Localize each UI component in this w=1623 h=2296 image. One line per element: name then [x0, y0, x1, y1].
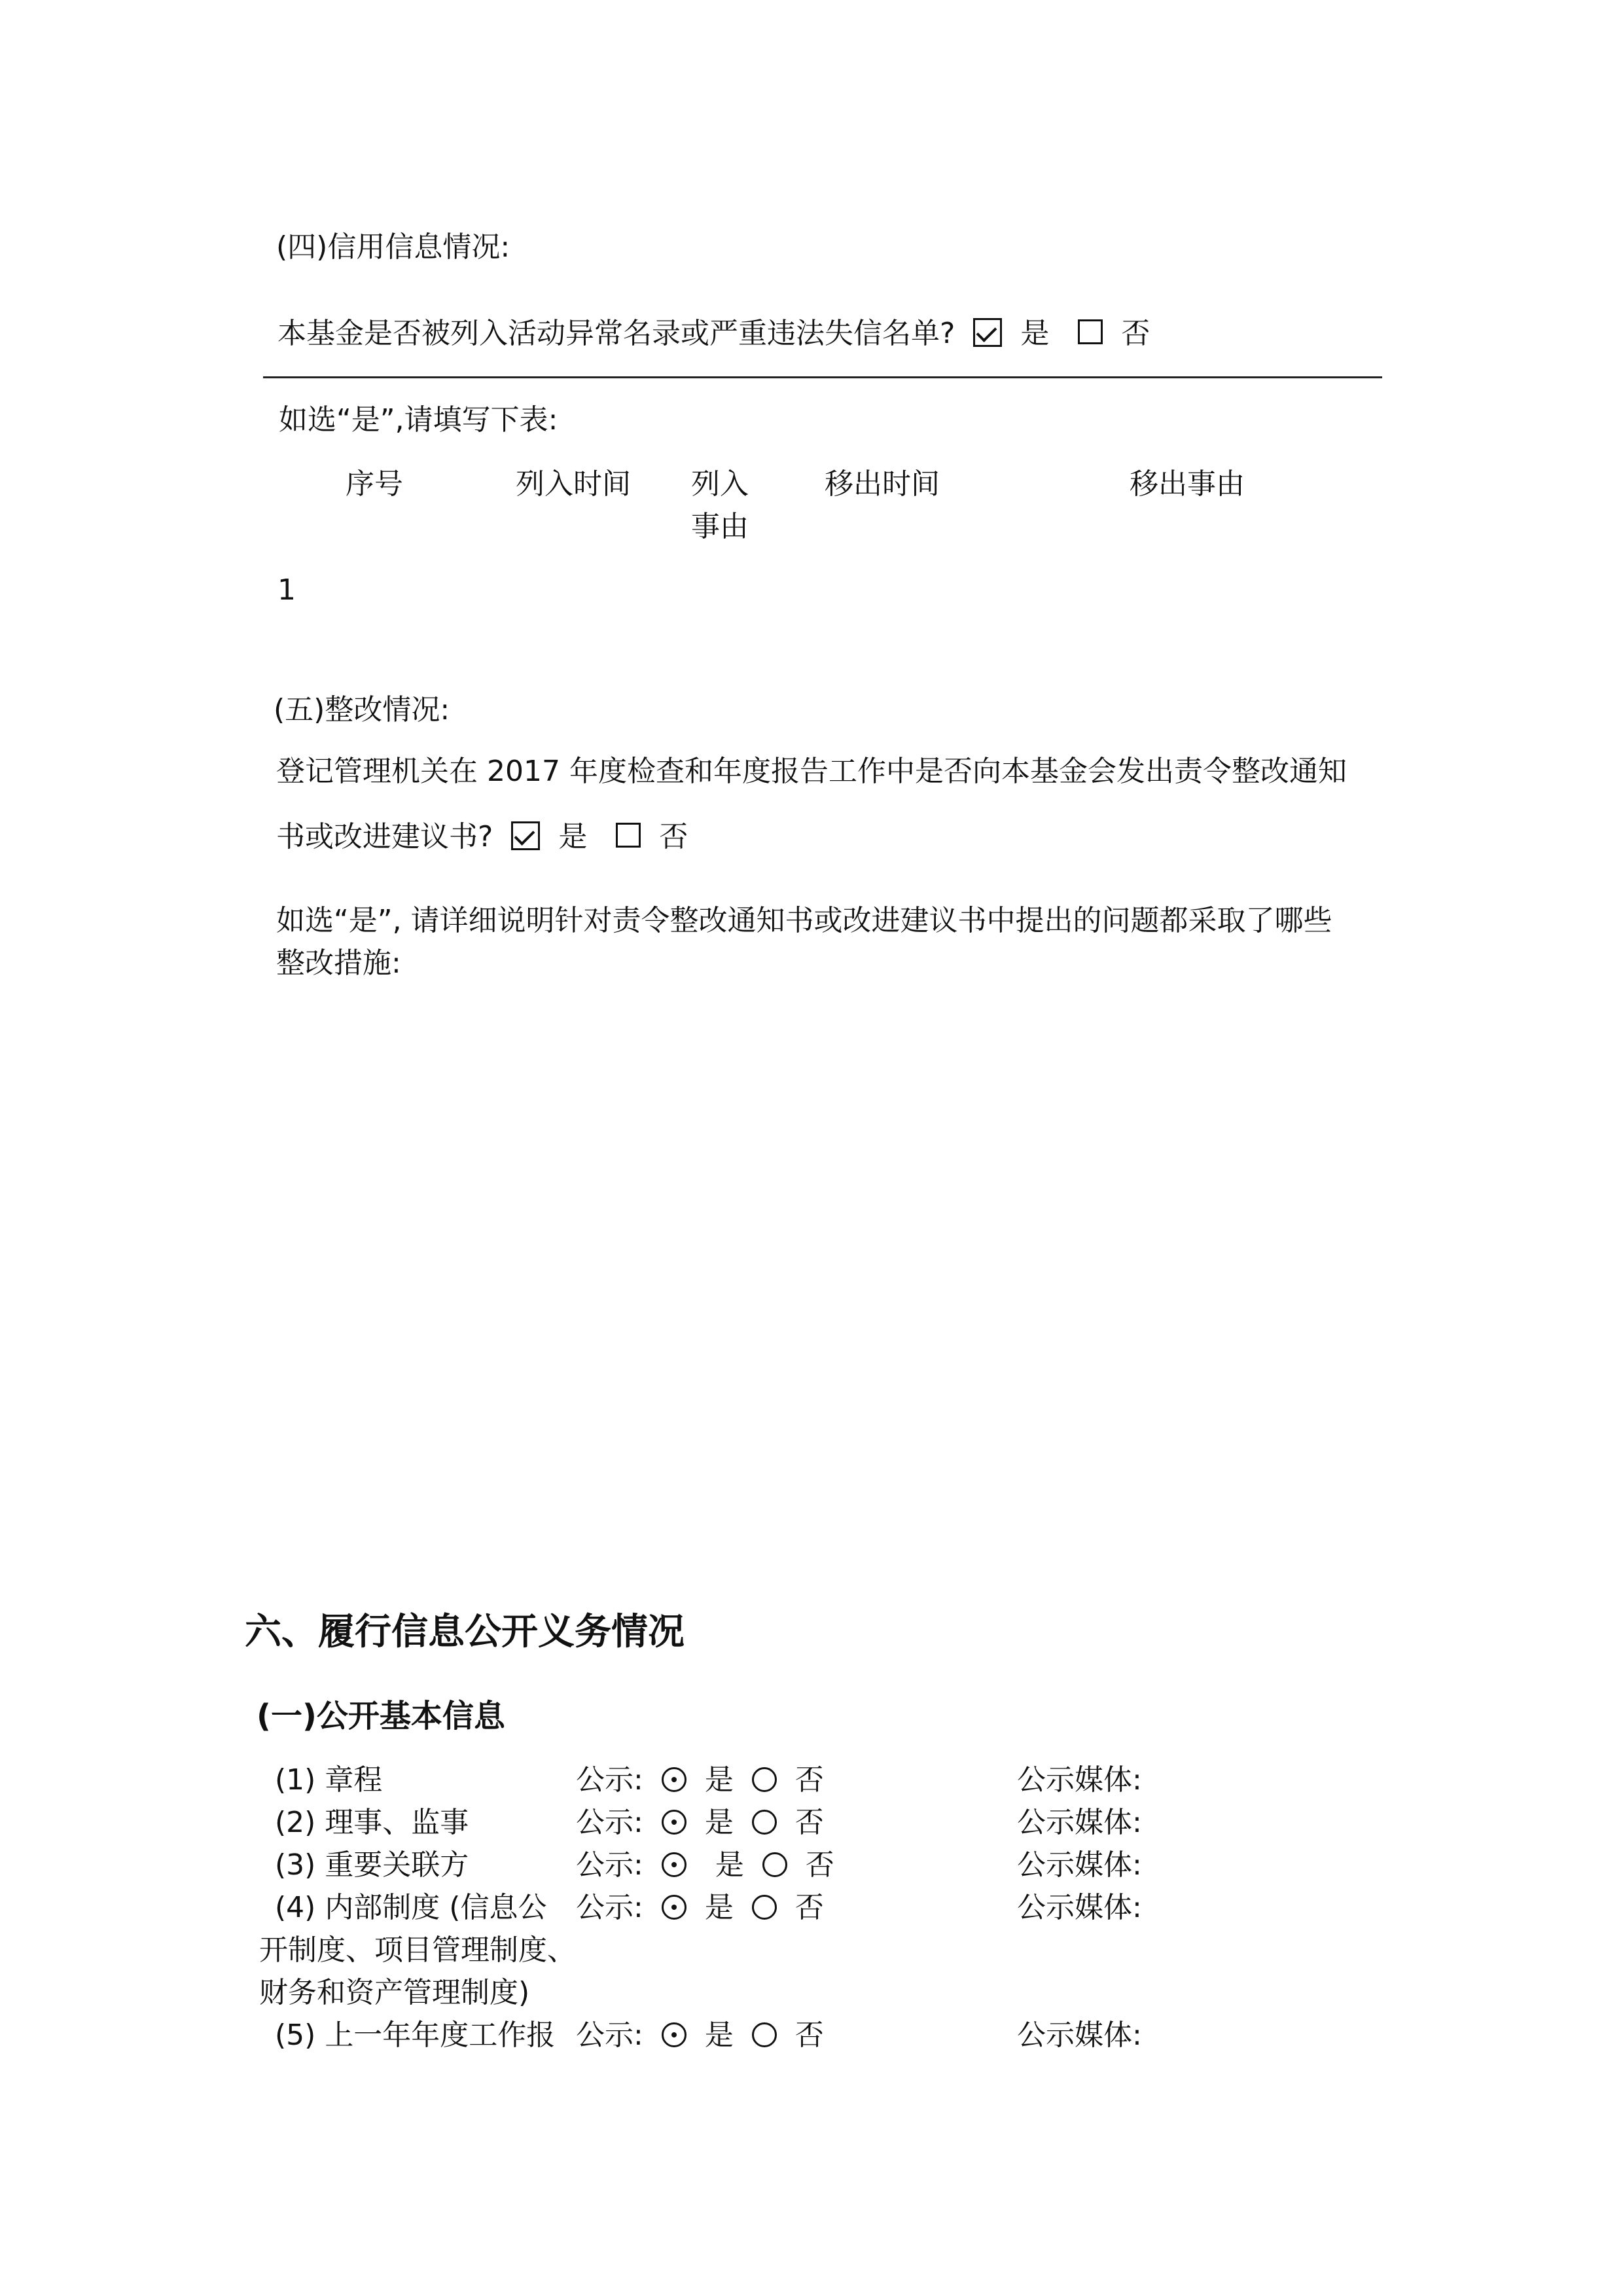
credit-if-yes: 如选“是”,请填写下表: — [279, 403, 558, 437]
disclose-label: 公示: — [576, 2018, 643, 2052]
yes-label: 是 — [704, 2018, 734, 2052]
no-label: 否 — [794, 1806, 824, 1839]
rectify-question-line1: 登记管理机关在 2017 年度检查和年度报告工作中是否向本基金会发出责令整改通知 — [276, 755, 1347, 788]
rectify-if-yes-line1: 如选“是”, 请详细说明针对责令整改通知书或改进建议书中提出的问题都采取了哪些 — [276, 904, 1332, 937]
item-2-no-radio[interactable] — [752, 1810, 777, 1835]
divider-line — [263, 376, 1382, 378]
item-1-yes-radio[interactable] — [662, 1767, 687, 1792]
item-2-name: (2) 理事、监事 — [275, 1806, 469, 1839]
rectify-if-yes-line2: 整改措施: — [276, 946, 401, 980]
item-3-disclose — [576, 1848, 834, 1882]
item-2-disclose — [576, 1808, 824, 1837]
credit-no-checkbox[interactable] — [1078, 319, 1103, 344]
rectify-no-checkbox[interactable] — [616, 823, 641, 848]
item-5-disclose — [576, 2018, 824, 2052]
rectify-no-label: 否 — [659, 820, 688, 853]
rectify-heading: (五)整改情况: — [274, 693, 450, 726]
table-header-seq: 序号 — [346, 467, 403, 501]
item-4-name-cont2: 财务和资产管理制度) — [259, 1976, 530, 2009]
item-3-name: (3) 重要关联方 — [275, 1848, 469, 1882]
no-label: 否 — [794, 2018, 824, 2052]
no-label: 否 — [794, 1763, 824, 1797]
no-label: 否 — [805, 1848, 834, 1882]
item-4-yes-radio[interactable] — [662, 1895, 687, 1920]
credit-yes-checkbox[interactable] — [973, 318, 1002, 347]
yes-label: 是 — [704, 1891, 734, 1924]
table-header-list-time: 列入时间 — [516, 467, 631, 501]
disclose-label: 公示: — [576, 1806, 643, 1839]
item-1-no-radio[interactable] — [752, 1767, 777, 1792]
item-4-name: (4) 内部制度 (信息公 — [275, 1891, 547, 1924]
table-header-remove-reason: 移出事由 — [1130, 467, 1245, 501]
disclose-label: 公示: — [576, 1763, 643, 1797]
section6-subtitle: (一)公开基本信息 — [257, 1698, 505, 1734]
item-3-media: 公示媒体: — [1017, 1848, 1142, 1882]
yes-label: 是 — [715, 1848, 744, 1882]
item-1-name: (1) 章程 — [275, 1763, 383, 1797]
item-4-disclose — [576, 1893, 824, 1922]
item-3-yes-radio[interactable] — [662, 1852, 687, 1877]
disclose-label: 公示: — [576, 1848, 643, 1882]
item-3-no-radio[interactable] — [762, 1852, 787, 1877]
item-4-name-cont1: 开制度、项目管理制度、 — [259, 1933, 576, 1967]
item-5-name: (5) 上一年年度工作报 — [275, 2018, 556, 2052]
table-row-1-seq: 1 — [277, 573, 296, 607]
credit-heading: (四)信用信息情况: — [276, 230, 510, 264]
credit-no-label: 否 — [1121, 317, 1150, 350]
disclose-label: 公示: — [576, 1891, 643, 1924]
item-4-no-radio[interactable] — [752, 1895, 777, 1920]
rectify-question-line2: 书或改进建议书? — [276, 820, 493, 853]
rectify-question-row — [276, 821, 688, 852]
credit-question: 本基金是否被列入活动异常名录或严重违法失信名单? — [277, 317, 955, 350]
item-1-disclose — [576, 1763, 824, 1797]
table-header-list-reason-2: 事由 — [691, 510, 749, 543]
no-label: 否 — [794, 1891, 824, 1924]
table-header-list-reason-1: 列入 — [691, 467, 749, 501]
item-4-media: 公示媒体: — [1017, 1891, 1142, 1924]
item-2-media: 公示媒体: — [1017, 1806, 1142, 1839]
yes-label: 是 — [704, 1763, 734, 1797]
item-5-no-radio[interactable] — [752, 2022, 777, 2047]
item-2-yes-radio[interactable] — [662, 1810, 687, 1835]
item-5-yes-radio[interactable] — [662, 2022, 687, 2047]
rectify-yes-label: 是 — [558, 820, 588, 853]
table-header-remove-time: 移出时间 — [825, 467, 940, 501]
section6-title: 六、履行信息公开义务情况 — [245, 1611, 685, 1653]
item-5-media: 公示媒体: — [1017, 2018, 1142, 2052]
yes-label: 是 — [704, 1806, 734, 1839]
item-1-media: 公示媒体: — [1017, 1763, 1142, 1797]
credit-question-row — [277, 318, 1150, 348]
rectify-yes-checkbox[interactable] — [511, 821, 540, 850]
credit-yes-label: 是 — [1020, 317, 1050, 350]
